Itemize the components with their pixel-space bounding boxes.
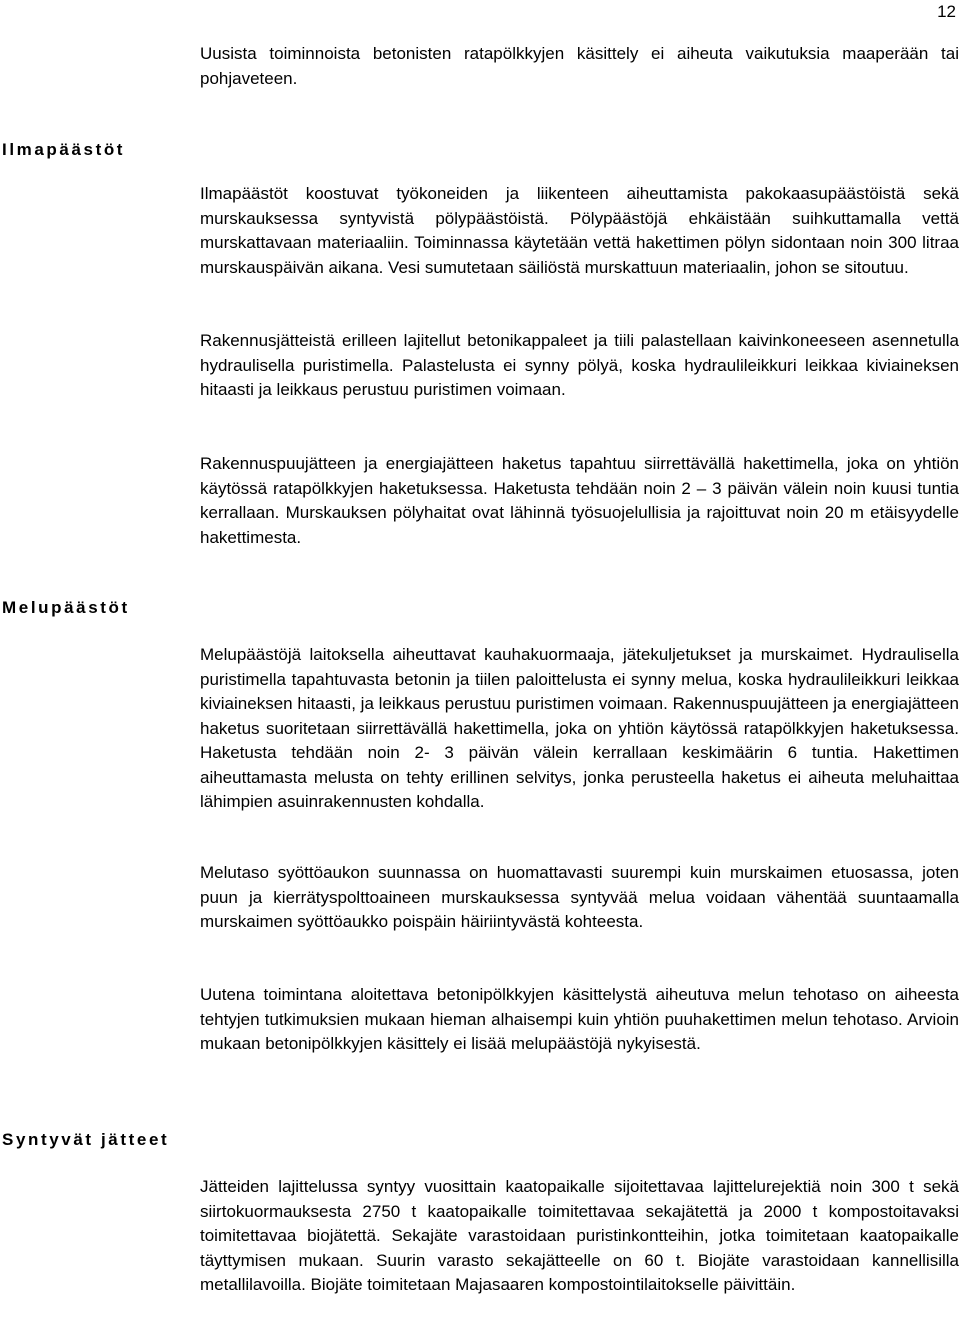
air-emissions-paragraph-2: Rakennusjätteistä erilleen lajitellut betonikappaleet ja tiili palastellaan kaivinkoneeseen asennetulla hydraulisella puristimella. Palastelusta ei synny pölyä, koska hydraulileikkuri leikkaa kiviaineksen hitaasti ja leikkaus perustuu puristimen voimaan. xyxy=(200,331,959,399)
page-number: 12 xyxy=(937,2,956,21)
intro-paragraph: Uusista toiminnoista betonisten ratapölkkyjen käsittely ei aiheuta vaikutuksia maaperään tai pohjaveteen. xyxy=(200,44,959,88)
noise-emissions-paragraph-2: Melutaso syöttöaukon suunnassa on huomattavasti suurempi kuin murskaimen etuosassa, joten puun ja kierrätyspolttoaineen murskauksessa syntyvää melua voidaan vähentää suuntaamalla murskaimen syöttöaukko poispäin häiriintyvästä kohteesta. xyxy=(200,863,959,931)
air-emissions-paragraph-1: Ilmapäästöt koostuvat työkoneiden ja liikenteen aiheuttamista pakokaasupäästöistä sekä murskauksessa syntyvistä pölypäästöistä. Pölypäästöjä ehkäistään suihkuttamalla vettä murskattavaan materiaaliin. Toiminnassa käytetään vettä hakettimen pölyn sidontaan noin 300 litraa murskauspäivän aikana. Vesi sumutetaan säiliöstä murskattuun materiaalin, johon se sitoutuu. xyxy=(200,184,959,277)
generated-waste-paragraph-1: Jätteiden lajittelussa syntyy vuosittain kaatopaikalle sijoitettavaa lajittelurejektiä noin 300 t sekä siirtokuormauksesta 2750 t kaatopaikalle toimitettavaa sekajätettä ja 2000 t kompostoitavaksi toimitettavaa biojätettä. Sekajäte varastoidaan puristinkontteihin, jotka toimitetaan kaatopaikalle täyttymisen mukaan. Suurin varasto sekajätteelle on 60 t. Biojäte varastoidaan kannellisilla metallilavoilla. Biojäte toimitetaan Majasaaren kompostointilaitokselle päivittäin. xyxy=(200,1177,959,1294)
noise-emissions-paragraph-3: Uutena toimintana aloitettava betonipölkkyjen käsittelystä aiheutuva melun tehotaso on aiheesta tehtyjen tutkimuksien mukaan hieman alhaisempi kuin yhtiön puuhakettimen melun tehotaso. Arvioin mukaan betonipölkkyjen käsittely ei lisää melupäästöjä nykyisestä. xyxy=(200,985,959,1053)
section-heading-air-emissions: Ilmapäästöt xyxy=(2,140,126,159)
air-emissions-paragraph-3: Rakennuspuujätteen ja energiajätteen haketus tapahtuu siirrettävällä hakettimella, joka on yhtiön käytössä ratapölkkyjen haketuksessa. Haketusta tehdään noin 2 – 3 päivän välein noin kuusi tuntia kerrallaan. Murskauksen pölyhaitat ovat lähinnä työsuojelullisia ja rajoittuvat noin 20 m etäisyydelle hakettimesta. xyxy=(200,454,959,547)
noise-emissions-paragraph-1: Melupäästöjä laitoksella aiheuttavat kauhakuormaaja, jätekuljetukset ja murskaimet. Hydraulisella puristimella tapahtuvasta betonin ja tiilen paloittelusta ei synny melua, koska hydraulileikkuri leikkaa kiviaineksen hitaasti, ja leikkaus perustuu puristimen voimaan. Rakennuspuujätteen ja energiajätteen haketus suoritetaan siirrettävällä hakettimella, joka on yhtiön käytössä ratapölkkyjen haketuksessa. Haketusta tehdään noin 2- 3 päivän välein kerrallaan keskimäärin 6 tuntia. Hakettimen aiheuttamasta melusta on tehty erillinen selvitys, jonka perusteella haketus ei aiheuta meluhaittaa lähimpien asuinrakennusten kohdalla. xyxy=(200,645,959,811)
section-heading-noise-emissions: Melupäästöt xyxy=(2,598,130,617)
section-heading-generated-waste: Syntyvät jätteet xyxy=(2,1130,170,1149)
